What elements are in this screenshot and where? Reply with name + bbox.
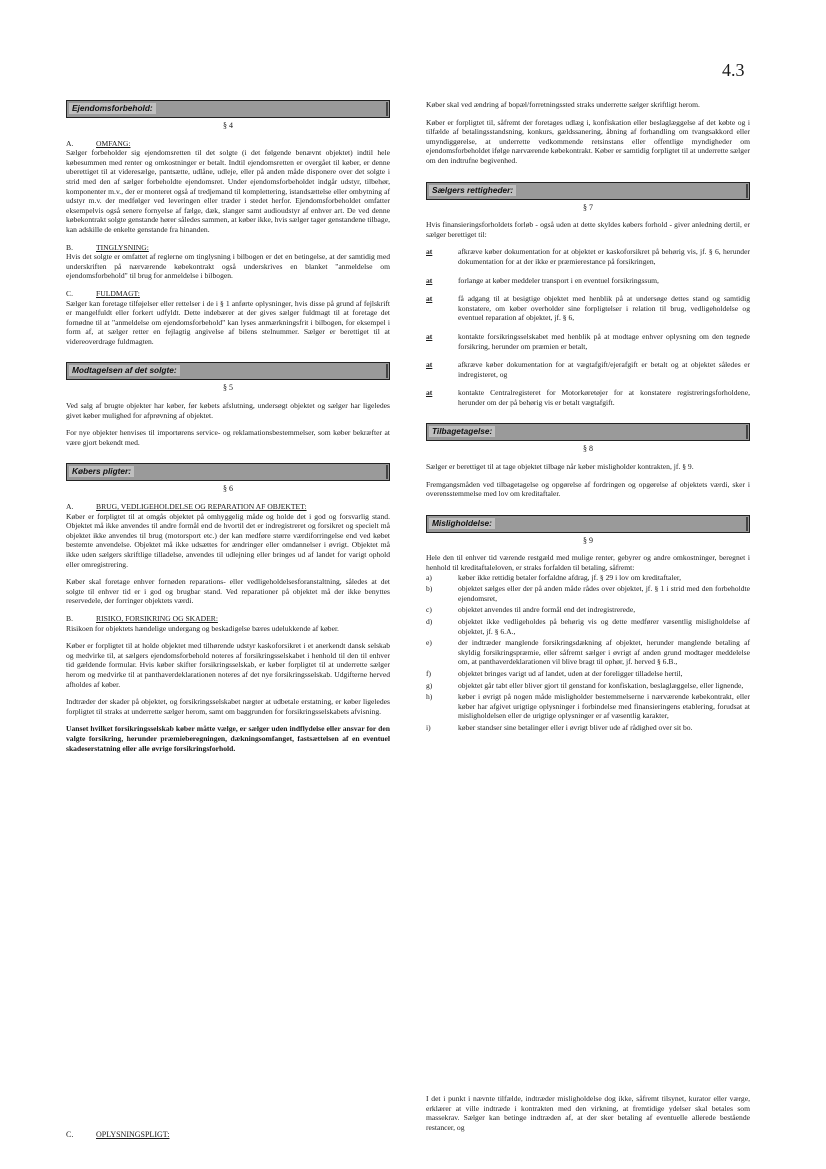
body-text: Køber er forpligtet til, såfremt der foretages udlæg i, konfiskation eller beslaglæggelse af det købte og i tilfælde af betalingsstandsning, konkurs, gældssanering, åbning af forhandling om tvangsakkord eller umyndiggørelse, at underrette vedkommende retsinstans eller offentlige myndigheder om ejendomsforbeholdet ifølge nærværende købekontrakt. Køber er samtidig forpligtet til at underrette sælger om den indtrufne begivenhed. bbox=[426, 117, 750, 165]
section-heading-kobers-pligter bbox=[66, 463, 390, 481]
default-conditions-list bbox=[426, 573, 750, 733]
paragraph-mark: § 8 bbox=[583, 444, 593, 454]
list-item: d) objektet ikke vedligeholdes på behørig vis og dette medfører væsentlig misligholdelse af objektet, jf. § 6.A., bbox=[426, 617, 750, 636]
body-text: Ved salg af brugte objekter har køber, før købets afslutning, undersøgt objektet og sælger har ligeledes givet køber mulighed for afprøvning af objektet. bbox=[66, 401, 390, 420]
section-heading-label: Tilbagetagelse: bbox=[429, 426, 495, 437]
left-column bbox=[66, 100, 390, 761]
section-heading-misligholdelse bbox=[426, 515, 750, 533]
section-heading-label: Modtagelsen af det solgte: bbox=[69, 365, 180, 376]
list-item: at kontakte Centralregisteret for Motorkøretøjer for at konstatere registreringsforholdene, herunder om der på behørig vis er betalt vægtafgift. bbox=[426, 388, 750, 407]
subsection-title-oplysningspligt: C. OPLYSNINGSPLIGT: bbox=[66, 1130, 170, 1139]
paragraph-mark: § 6 bbox=[223, 484, 233, 494]
list-item: c) objektet anvendes til andre formål end det indregistrerede, bbox=[426, 605, 636, 615]
body-text: Sælger er berettiget til at tage objektet tilbage når køber misligholder kontrakten, jf. § 9. bbox=[426, 462, 694, 472]
right-column bbox=[426, 100, 750, 735]
body-text: Hvis det solgte er omfattet af reglerne om tinglysning i bilbogen er det en betingelse, at der samtidig med underskriften på nærværende købekontrakt også underskrives en blanket "anmeldelse om ejendomsforbehold" til brug for anmeldelse i bilbogen. bbox=[66, 252, 390, 281]
body-text-bold: Uanset hvilket forsikringsselskab køber måtte vælge, er sælger uden indflydelse eller ansvar for den valgte forsikring, herunder præmieberegningen, dækningsomfanget, fastsættelsen af en eventuel skadeserstatning eller alle øvrige forsikringsforhold. bbox=[66, 724, 390, 753]
section-heading-label: Ejendomsforbehold: bbox=[69, 103, 156, 114]
list-item: h) køber i øvrigt på nogen måde misligholder bestemmelserne i nærværende købekontrakt, eller køber har afgivet urigtige oplysninger i forbindelse med finansieringens etablering, forudsat at misligholdelsen eller de urigtige oplysninger er af væsentlig karakter, bbox=[426, 692, 750, 721]
list-item: at kontakte forsikringsselskabet med henblik på at modtage enhver oplysning om den tegnede forsikring, herunder om præmien er betalt, bbox=[426, 331, 750, 351]
subsection-title: A. OMFANG: bbox=[66, 138, 131, 148]
section-heading-tilbagetagelse bbox=[426, 423, 750, 441]
subsection-title: C. FULDMAGT: bbox=[66, 288, 140, 298]
body-text: Fremgangsmåden ved tilbagetagelse og opgørelse af fordringen og opgørelse af objektets værdi, sker i overensstemmelse med lov om kreditaftaler. bbox=[426, 479, 750, 499]
list-item: at få adgang til at besigtige objektet med henblik på at undersøge dettes stand og samtidig konstatere, om køber overholder sine forpligtelser i relation til brug, vedligeholdelse og eventuel reparation af objektet, jf. § 6, bbox=[426, 294, 750, 323]
section-heading-modtagelsen bbox=[66, 362, 390, 380]
body-text: Hele den til enhver tid værende restgæld med mulige renter, gebyrer og andre omkostninger, beregnet i henhold til kreditaftaleloven, er straks forfalden til betaling, såfremt: bbox=[426, 553, 750, 573]
body-text: Hvis finansieringsforholdets forløb - også uden at dette skyldes købers forhold - giver anledning dertil, er sælger berettiget til: bbox=[426, 220, 750, 239]
body-text: Indtræder der skader på objektet, og forsikringsselskabet nægter at udbetale erstatning, er køber ligeledes forpligtet til straks at underrette sælger herom, samt om baggrunden for forsikringsselskabets afvisning. bbox=[66, 697, 390, 716]
rights-list bbox=[426, 247, 750, 407]
list-item: f) objektet bringes varigt ud af landet, uden at der foreligger tilladelse hertil, bbox=[426, 668, 683, 678]
body-text: Sælger kan foretage tilføjelser eller rettelser i de i § 1 anførte oplysninger, hvis disse på grund af fejlskrift er mangelfuldt eller forkert udfyldt. Dette indebærer at der gives sælger fuldmagt til at foretage det fornødne til at "anmeldelse om ejendomsforbehold" kan lyses anmærkningsfrit i bilbogen, for eksempel i form af, at sælger retter en fejlagtig angivelse af bilens stelnummer. Sælger er berettiget til at videreoverdrage fuldmagten. bbox=[66, 298, 390, 346]
page-number: 4.3 bbox=[722, 60, 745, 80]
paragraph-mark: § 5 bbox=[223, 383, 233, 393]
subsection-title: B. RISIKO, FORSIKRING OG SKADER: bbox=[66, 613, 218, 623]
list-item: g) objektet går tabt eller bliver gjort til genstand for konfiskation, beslaglæggelse, eller lignende, bbox=[426, 680, 744, 690]
section-heading-label: Købers pligter: bbox=[69, 466, 134, 477]
section-heading-ejendomsforbehold bbox=[66, 100, 390, 118]
section-heading-label: Misligholdelse: bbox=[429, 518, 495, 529]
section-heading-saelgers-rettigheder bbox=[426, 182, 750, 200]
paragraph-mark: § 7 bbox=[583, 202, 593, 212]
list-item: b) objektet sælges eller der på anden måde rådes over objektet, jf. § 1 i strid med den forbeholdte ejendomsret, bbox=[426, 584, 750, 603]
subsection-title: A. BRUG, VEDLIGEHOLDELSE OG REPARATION AF OBJEKTET: bbox=[66, 502, 307, 512]
list-item: at forlange at køber meddeler transport i en eventuel forsikringssum, bbox=[426, 275, 659, 285]
body-text: Køber skal foretage enhver fornøden reparations- eller vedligeholdelsesforanstaltning, således at det solgte til enhver tid er i god og brugbar stand. Ved reparationer på objektet må der ikke benyttes reservedele, der forringer objektets værdi. bbox=[66, 577, 390, 606]
list-item: e) der indtræder manglende forsikringsdækning af objektet, herunder manglende betaling af skyldig forsikringspræmie, eller såfremt sælger i øvrigt af anden grund modtager meddelelse om, at panthaverdeklarationen vil blive bragt til ophør, jf. herved § 6.B., bbox=[426, 638, 750, 667]
list-item: i) køber standser sine betalinger eller i øvrigt bliver ude af rådighed over sit bo. bbox=[426, 722, 693, 732]
body-text-continuation: I det i punkt i nævnte tilfælde, indtræder misligholdelse dog ikke, såfremt tilsynet, kurator eller værge, erklærer at ville indtræde i kontrakten med den virkning, at fremtidige ydelser skal betales som massekrav. Sælger kan betinge indtræden af, at der sker betaling af eventuelle allerede bestående restancer, og bbox=[426, 1094, 750, 1132]
body-text: Risikoen for objektets hændelige undergang og beskadigelse bæres udelukkende af køber. bbox=[66, 623, 339, 633]
paragraph-mark: § 4 bbox=[223, 121, 233, 130]
subsection-title: B. TINGLYSNING: bbox=[66, 242, 149, 252]
body-text: For nye objekter henvises til importørens service- og reklamationsbestemmelser, som køber bekræfter at være gjort bekendt med. bbox=[66, 428, 390, 447]
paragraph-mark: § 9 bbox=[583, 535, 593, 545]
body-text: Køber skal ved ændring af bopæl/forretningssted straks underrette sælger skriftligt herom. bbox=[426, 100, 700, 109]
list-item: a) køber ikke rettidig betaler forfaldne afdrag, jf. § 29 i lov om kreditaftaler, bbox=[426, 572, 681, 582]
body-text: Sælger forbeholder sig ejendomsretten til det solgte (i det følgende benævnt objektet) indtil hele købesummen med renter og omkostninger er betalt. Indtil ejendomsretten er overgået til køber, er denne uberettiget til at videresælge, pantsætte, udlåne, udleje, eller på anden måde disponere over det solgte i strid med den af sælger forbeholdte ejendomsret. Under ejendomsforbeholdet indgår udstyr, tilbehør, komponenter m.v., der er monteret også af tredjemand til komplettering, istandsættelse eller ombytning af udstyr m.v. der medfølger ved leveringen eller træder i stedet herfor. Ejendomsforbeholdet omfatter eksempelvis også senere fornyelse af fælge, dæk, slanger samt audioudstyr af enhver art. De ved denne købekontrakt solgte genstande hører således sammen, at køber ikke, hvis sælger tager genstandene tilbage, kan adskille de enkelte genstande fra hinanden. bbox=[66, 148, 390, 234]
section-heading-label: Sælgers rettigheder: bbox=[429, 185, 516, 196]
list-item: at afkræve køber dokumentation for at objektet er kaskoforsikret på behørig vis, jf. § 6, herunder dokumentation for at der ikke er præmierestance på forsikringen, bbox=[426, 247, 750, 266]
list-item: at afkræve køber dokumentation for at vægtafgift/ejerafgift er betalt og at objektet således er indregisteret, og bbox=[426, 360, 750, 379]
body-text: Køber er forpligtet til at omgås objektet på omhyggelig måde og holde det i god og forsvarlig stand. Objektet må ikke anvendes til andre formål end de hvortil det er indregistreret og forsikret og specielt må objektet ikke anvendes til brug (motorsport etc.) der kan medføre større værdiforringelse end ved købet bestemte anvendelse. Objektet må ikke udsættes for ændringer eller omdannelser i øvrigt. Objektet må ikke uden sælgers skriftlige tilladelse, anvendes til udlejning eller bringes ud af landet for varigt ophold eller omregistrering. bbox=[66, 511, 390, 569]
body-text: Køber er forpligtet til at holde objektet med tilhørende udstyr kaskoforsikret i et anerkendt dansk selskab og medvirke til, at sælgers ejendomsforbehold noteres af forsikringsselskabet i henhold til den til enhver tid gældende formular. Hvis køber skifter forsikringsselskab, er køber forpligtet til at underrette sælger herom og medvirke til at panthaverdeklarationen noteres af det nye forsikringsselskab. Udgifterne herved afholdes af køber. bbox=[66, 641, 390, 689]
